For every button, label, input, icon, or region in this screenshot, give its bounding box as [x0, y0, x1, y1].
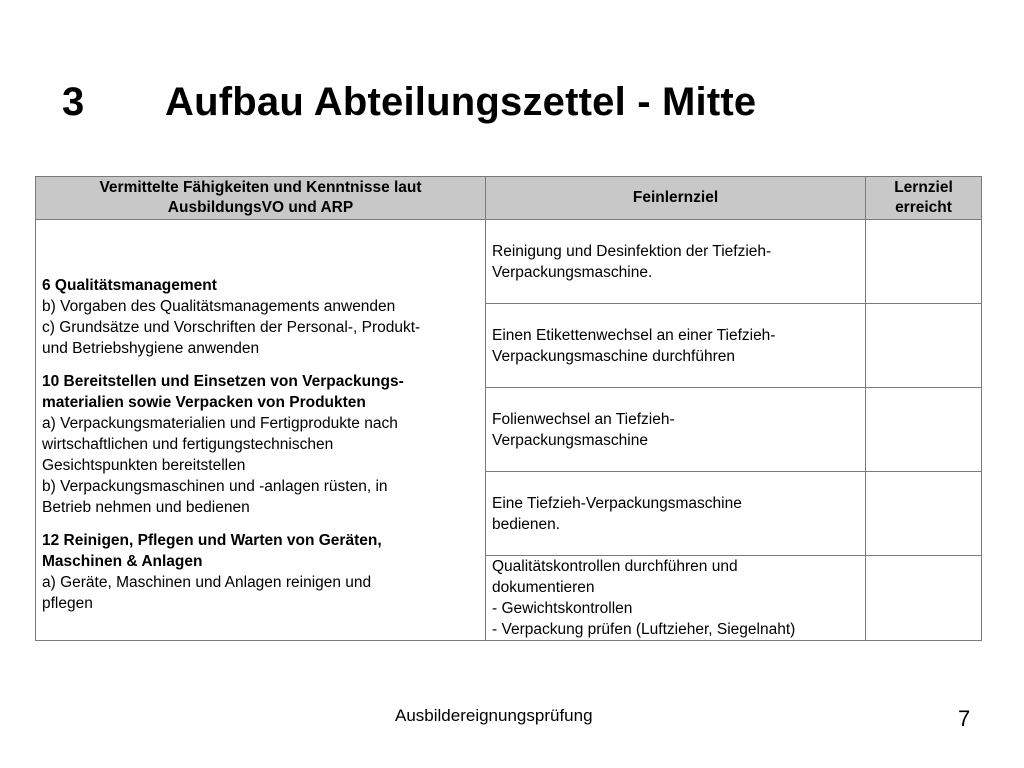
skills-cell: 6 Qualitätsmanagement b) Vorgaben des Qualitätsmanagements anwenden c) Grundsätze und Vorschriften der Personal-, Produkt- und Betriebshygiene anwenden 10 Bereitstellen und Einsetzen von Verpackungs- materialien sowie Verpacken von Produkten a) Verpackungsmaterialien und Fertigprodukte nach wirtschaftlichen und fertigungstechnischen Gesichtspunkten bereitstellen b) Verpackungsmaschinen und -anlagen rüsten, in Betrieb nehmen und bedienen 12 Reinigen, Pflegen und Warten von Geräten, Maschinen & Anlagen a) Geräte, Maschinen und Anlagen reinigen und pflegen [36, 220, 486, 641]
achieved-checkbox-cell[interactable] [866, 472, 982, 556]
section-head: 10 Bereitstellen und Einsetzen von Verpackungs- [42, 372, 404, 390]
section-head: 6 Qualitätsmanagement [42, 276, 217, 294]
header-row [36, 177, 982, 220]
goal-cell: Eine Tiefzieh-Verpackungsmaschine bedienen. [486, 472, 866, 556]
curriculum-table [35, 176, 982, 641]
title-text: Aufbau Abteilungszettel - Mitte [165, 80, 757, 124]
header-goal: Feinlernziel [486, 177, 866, 220]
section-head: 12 Reinigen, Pflegen und Warten von Geräten, [42, 531, 382, 549]
footer-text: Ausbildereignungsprüfung [395, 706, 593, 725]
goal-cell: Einen Etikettenwechsel an einer Tiefzieh- Verpackungsmaschine durchführen [486, 304, 866, 388]
header-achieved: Lernziel erreicht [866, 177, 982, 220]
goal-cell: Folienwechsel an Tiefzieh- Verpackungsmaschine [486, 388, 866, 472]
goal-cell: Qualitätskontrollen durchführen und dokumentieren - Gewichtskontrollen - Verpackung prüfen (Luftzieher, Siegelnaht) [486, 556, 866, 641]
table-row [36, 220, 982, 304]
goal-cell: Reinigung und Desinfektion der Tiefzieh- Verpackungsmaschine. [486, 220, 866, 304]
header-skills: Vermittelte Fähigkeiten und Kenntnisse laut AusbildungsVO und ARP [36, 177, 486, 220]
achieved-checkbox-cell[interactable] [866, 220, 982, 304]
achieved-checkbox-cell[interactable] [866, 388, 982, 472]
section-number: 3 [62, 80, 85, 124]
page-number: 7 [958, 706, 971, 731]
slide-title [62, 80, 756, 125]
achieved-checkbox-cell[interactable] [866, 556, 982, 641]
achieved-checkbox-cell[interactable] [866, 304, 982, 388]
